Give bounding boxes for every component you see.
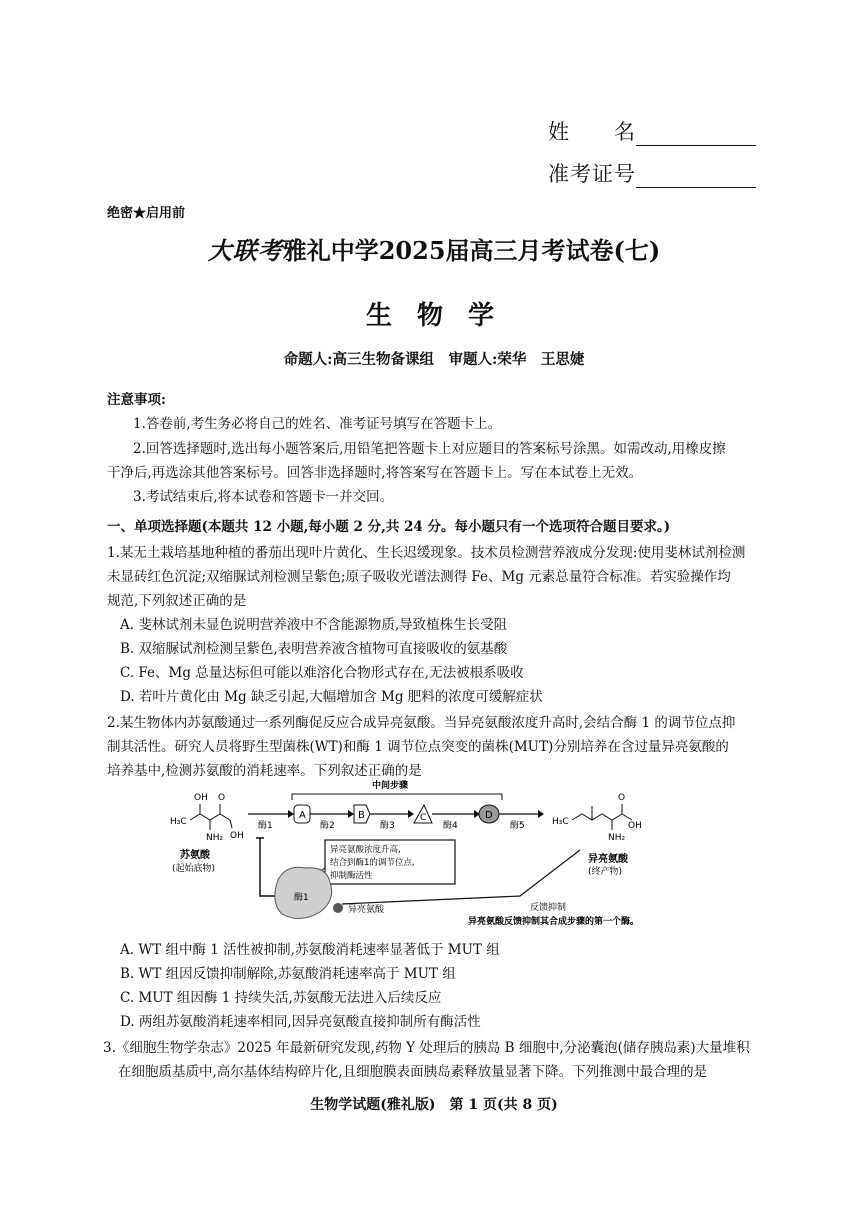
chem-label: OH [230,831,244,841]
intermediate-label: D [485,810,493,821]
name-underline [636,125,756,146]
question-1-line: 未显砖红色沉淀;双缩脲试剂检测呈紫色;原子吸收光谱法测得 Fe、Mg 元素总量符合标准。若实验操作均 [107,569,731,585]
name-field [548,116,756,146]
enzyme-label: 酶3 [380,821,395,831]
notice-item: 2.回答选择题时,选出每小题答案后,用铅笔把答题卡上对应题目的答案标号涂黑。如需改动,用橡皮擦 [133,441,726,457]
notice-item: 3.考试结束后,将本试卷和答题卡一并交回。 [133,489,394,505]
q1-option-a: A. 斐林试剂未显色说明营养液中不含能源物质,导致植株生长受阻 [120,617,508,633]
intermediate-label: B [358,810,365,821]
feedback-title: 反馈抑制 [530,903,567,913]
isoleucine-note: (终产物) [588,867,623,877]
isoleucine-label: 异亮氨酸 [588,854,628,865]
intermediate-label: A [299,810,306,821]
q1-option-c: C. Fe、Mg 总量达标但可能以难溶化合物形式存在,无法被根系吸收 [120,665,524,681]
isoleucine-structure [572,804,632,830]
exam-id-underline [636,167,756,188]
q2-option-d: D. 两组苏氨酸消耗速率相同,因异亮氨酸直接抑制所有酶活性 [120,1014,481,1030]
question-3-line: 3.《细胞生物学杂志》2025 年最新研究发现,药物 Y 处理后的胰岛 B 细胞中,分泌囊泡(储存胰岛素)大量堆积 [103,1040,750,1056]
callout-line: 抑制酶活性 [330,871,373,881]
chem-label: OH [194,793,208,803]
chem-label: OH [628,821,642,831]
subject-title: 生 物 学 [365,301,503,331]
page-footer: 生物学试题(雅礼版) 第 1 页(共 8 页) [310,1097,558,1113]
notice-item: 1.答卷前,考生务必将自己的姓名、准考证号填写在答题卡上。 [133,416,502,432]
inhibition-line [256,838,278,896]
name-label: 姓 名 [548,120,636,144]
chem-label: NH₂ [206,833,224,843]
authors-line: 命题人:高三生物备课组 审题人:荣华 王思婕 [283,351,585,368]
q1-option-b: B. 双缩脲试剂检测呈紫色,表明营养液含植物可直接吸收的氨基酸 [120,641,508,657]
secret-mark: 绝密★启用前 [107,206,186,221]
enzyme-label: 酶2 [320,821,335,831]
pathway-diagram [160,778,720,930]
notice-item: 干净后,再选涂其他答案标号。回答非选择题时,将答案写在答题卡上。写在本试卷上无效。 [107,465,643,481]
brand-logo: 大联考 [207,236,283,265]
threonine-structure [190,804,232,830]
chem-label: H₃C [552,817,569,827]
q2-option-a: A. WT 组中酶 1 活性被抑制,苏氨酸消耗速率显著低于 MUT 组 [120,942,500,958]
feedback-note: 异亮氨酸反馈抑制其合成步骤的第一个酶。 [468,917,640,927]
question-1-line: 规范,下列叙述正确的是 [107,593,247,609]
middle-steps-bracket [292,794,502,800]
callout-line: 结合到酶1的调节位点, [330,858,415,868]
enzyme-label: 酶4 [443,821,458,831]
chem-label: O [218,793,226,803]
question-2-line: 2.某生物体内苏氨酸通过一系列酶促反应合成异亮氨酸。当异亮氨酸浓度升高时,会结合酶 1 的调节位点抑 [107,715,736,731]
chem-label: H₃C [170,817,187,827]
question-2-line: 培养基中,检测苏氨酸的消耗速率。下列叙述正确的是 [107,763,422,779]
enzyme-blob-label: 酶1 [294,893,309,903]
threonine-label: 苏氨酸 [180,850,210,861]
chem-label: O [618,793,626,803]
q1-option-d: D. 若叶片黄化由 Mg 缺乏引起,大幅增加含 Mg 肥料的浓度可缓解症状 [120,689,543,705]
q2-option-c: C. MUT 组因酶 1 持续失活,苏氨酸无法进入后续反应 [120,990,442,1006]
question-3-line: 在细胞质基质中,高尔基体结构碎片化,且细胞膜表面胰岛素释放量显著下降。下列推测中最合理的是 [118,1064,708,1080]
exam-title [0,231,868,266]
q2-option-b: B. WT 组因反馈抑制解除,苏氨酸消耗速率高于 MUT 组 [120,966,456,982]
ligand-label: 异亮氨酸 [348,905,385,915]
section-heading: 一、单项选择题(本题共 12 小题,每小题 2 分,共 24 分。每小题只有一个选项符合题目要求。) [107,519,671,535]
chem-label: NH₂ [608,833,626,843]
exam-id-label: 准考证号 [548,162,636,186]
title-text: 雅礼中学2025届高三月考试卷(七) [282,236,661,265]
middle-steps-label: 中间步骤 [372,781,409,791]
exam-id-field [548,158,756,188]
threonine-note: (起始底物) [172,864,216,874]
callout-line: 异亮氨酸浓度升高, [330,845,401,855]
notice-heading: 注意事项: [107,392,166,408]
enzyme-label: 酶5 [510,821,525,831]
question-2-line: 制其活性。研究人员将野生型菌株(WT)和酶 1 调节位点突变的菌株(MUT)分别培养在含过量异亮氨酸的 [107,739,729,755]
enzyme-label: 酶1 [258,821,273,831]
ligand-dot [333,903,343,913]
question-1-line: 1.某无土栽培基地种植的番茄出现叶片黄化、生长迟缓现象。技术员检测营养液成分发现:使用斐林试剂检测 [107,545,746,561]
intermediate-label: C [420,813,427,823]
